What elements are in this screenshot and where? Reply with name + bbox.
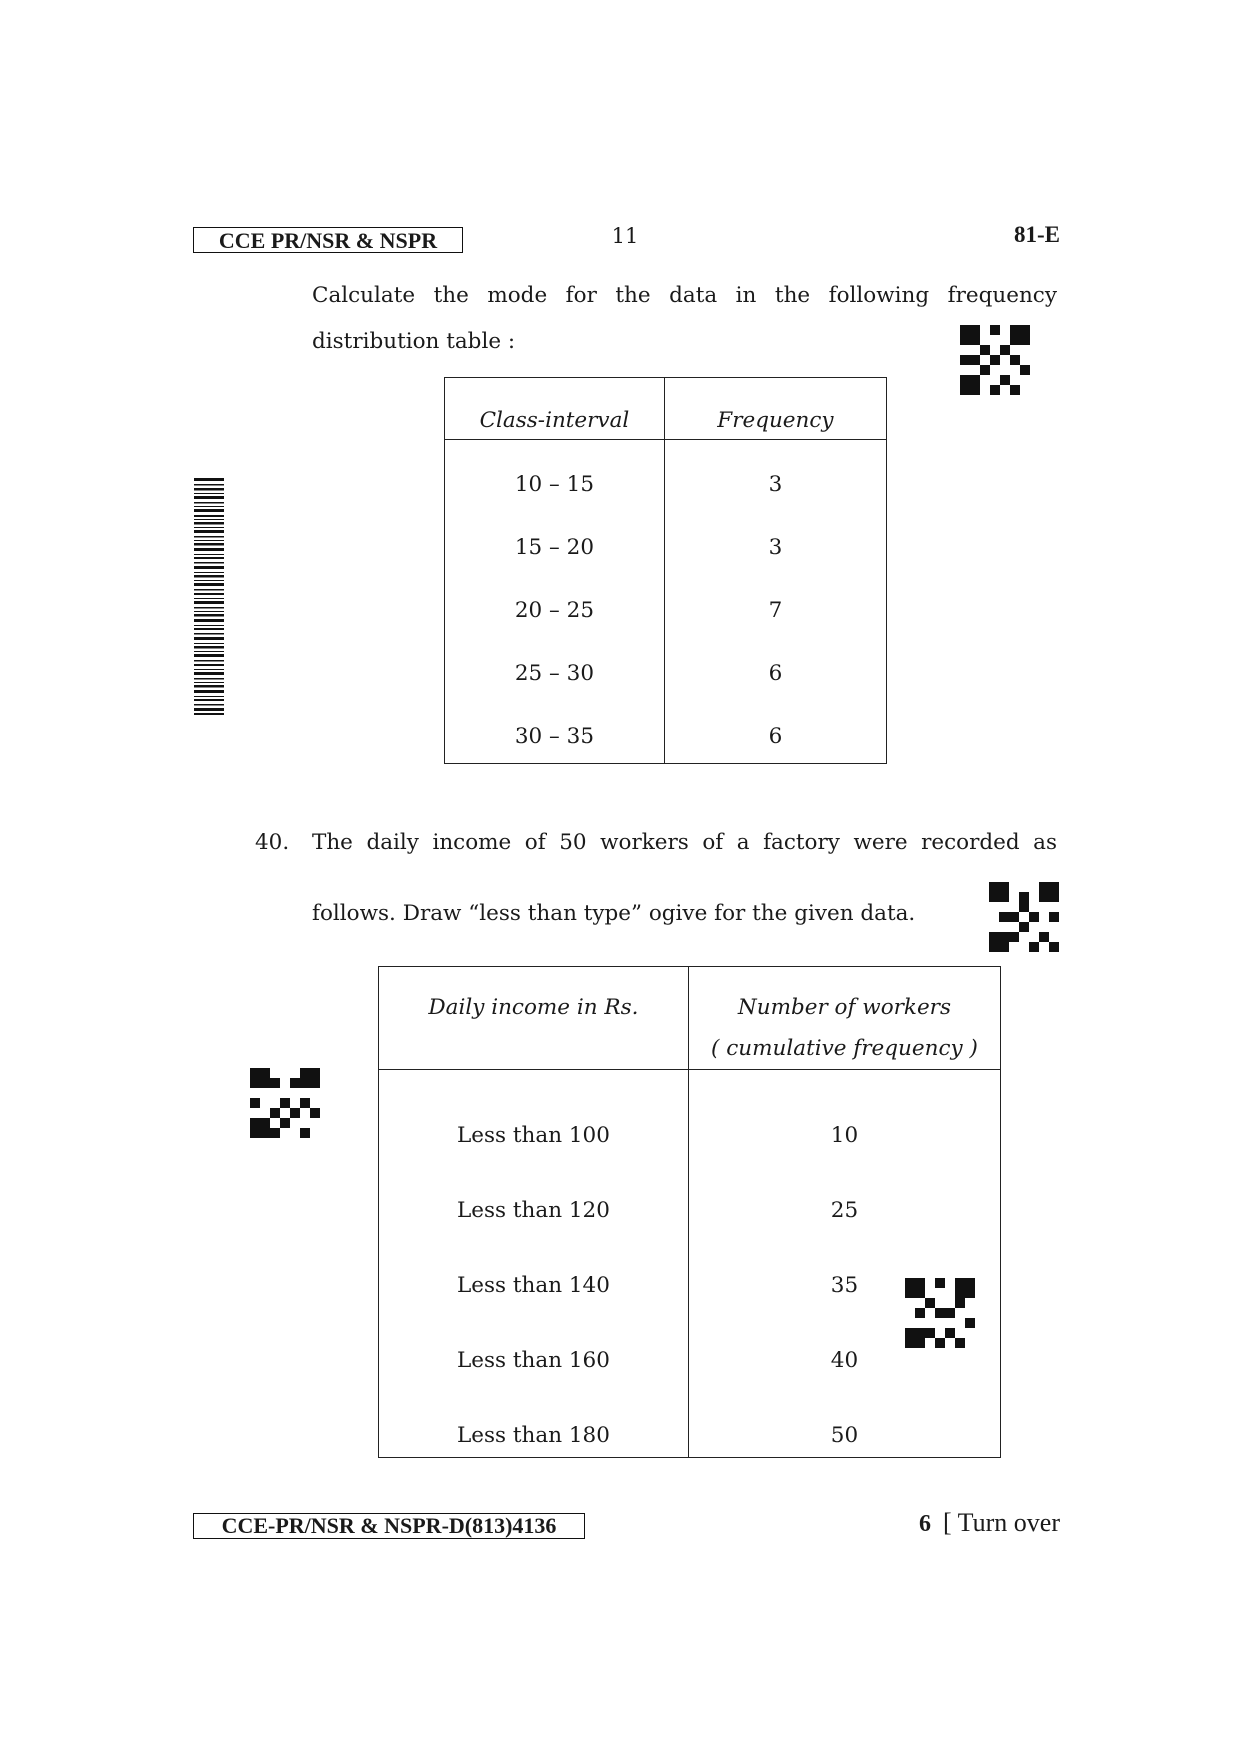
qr-code-icon [960,325,1030,395]
table-cell: 25 [830,1198,859,1223]
q39-text-line2: distribution table : [312,329,516,354]
col-class-interval: Class-interval [445,378,665,440]
table-cell: 40 [830,1348,859,1373]
table-cell: 7 [768,598,783,623]
q39-text-line1: Calculate the mode for the data in the following frequency [312,283,1057,308]
frequency-column [664,440,886,764]
table-row: 10 – 15 [514,472,594,497]
table-row: Less than 160 [456,1348,610,1373]
paper-code: 81-E [1014,222,1060,247]
q40-text-line1: The daily income of 50 workers of a factory were recorded as [312,830,1057,855]
table-row: Less than 140 [456,1273,610,1298]
col-frequency: Frequency [664,378,886,440]
footer-turn-over [880,1508,1060,1538]
q40-number: 40. [255,830,290,855]
table-row: 20 – 25 [514,598,594,623]
table-row: 25 – 30 [514,661,594,686]
footer-code-box: CCE-PR/NSR & NSPR-D(813)4136 [193,1513,585,1539]
sheet-number: 6 [918,1511,931,1537]
qr-code-icon [905,1278,975,1348]
frequency-table [444,377,887,764]
income-column [379,1070,689,1458]
table-cell: 3 [768,535,783,560]
col-cumulative-label: ( cumulative frequency ) [711,1036,978,1061]
table-row: Less than 180 [456,1423,610,1448]
col-workers-label: Number of workers [737,995,951,1020]
table-cell: 10 [830,1123,859,1148]
class-interval-column [445,440,665,764]
table-cell: 50 [830,1423,859,1448]
table-cell: 6 [768,724,783,749]
table-cell: 3 [768,472,783,497]
page-number: 11 [611,224,639,248]
table-row: 15 – 20 [514,535,594,560]
table-row: Less than 100 [456,1123,610,1148]
workers-column [688,1070,1000,1458]
income-table [378,966,1001,1458]
table-cell: 35 [830,1273,859,1298]
col-daily-income: Daily income in Rs. [379,967,689,1070]
col-number-of-workers [688,967,1000,1070]
table-row: Less than 120 [456,1198,610,1223]
header-code-box: CCE PR/NSR & NSPR [193,227,463,253]
table-cell: 6 [768,661,783,686]
qr-code-icon [250,1068,320,1138]
turn-over-text: [ Turn over [942,1508,1060,1537]
table-row: 30 – 35 [514,724,594,749]
q40-text-line2: follows. Draw “less than type” ogive for the given data. [312,901,916,926]
barcode-icon [194,478,224,716]
qr-code-icon [989,882,1059,952]
